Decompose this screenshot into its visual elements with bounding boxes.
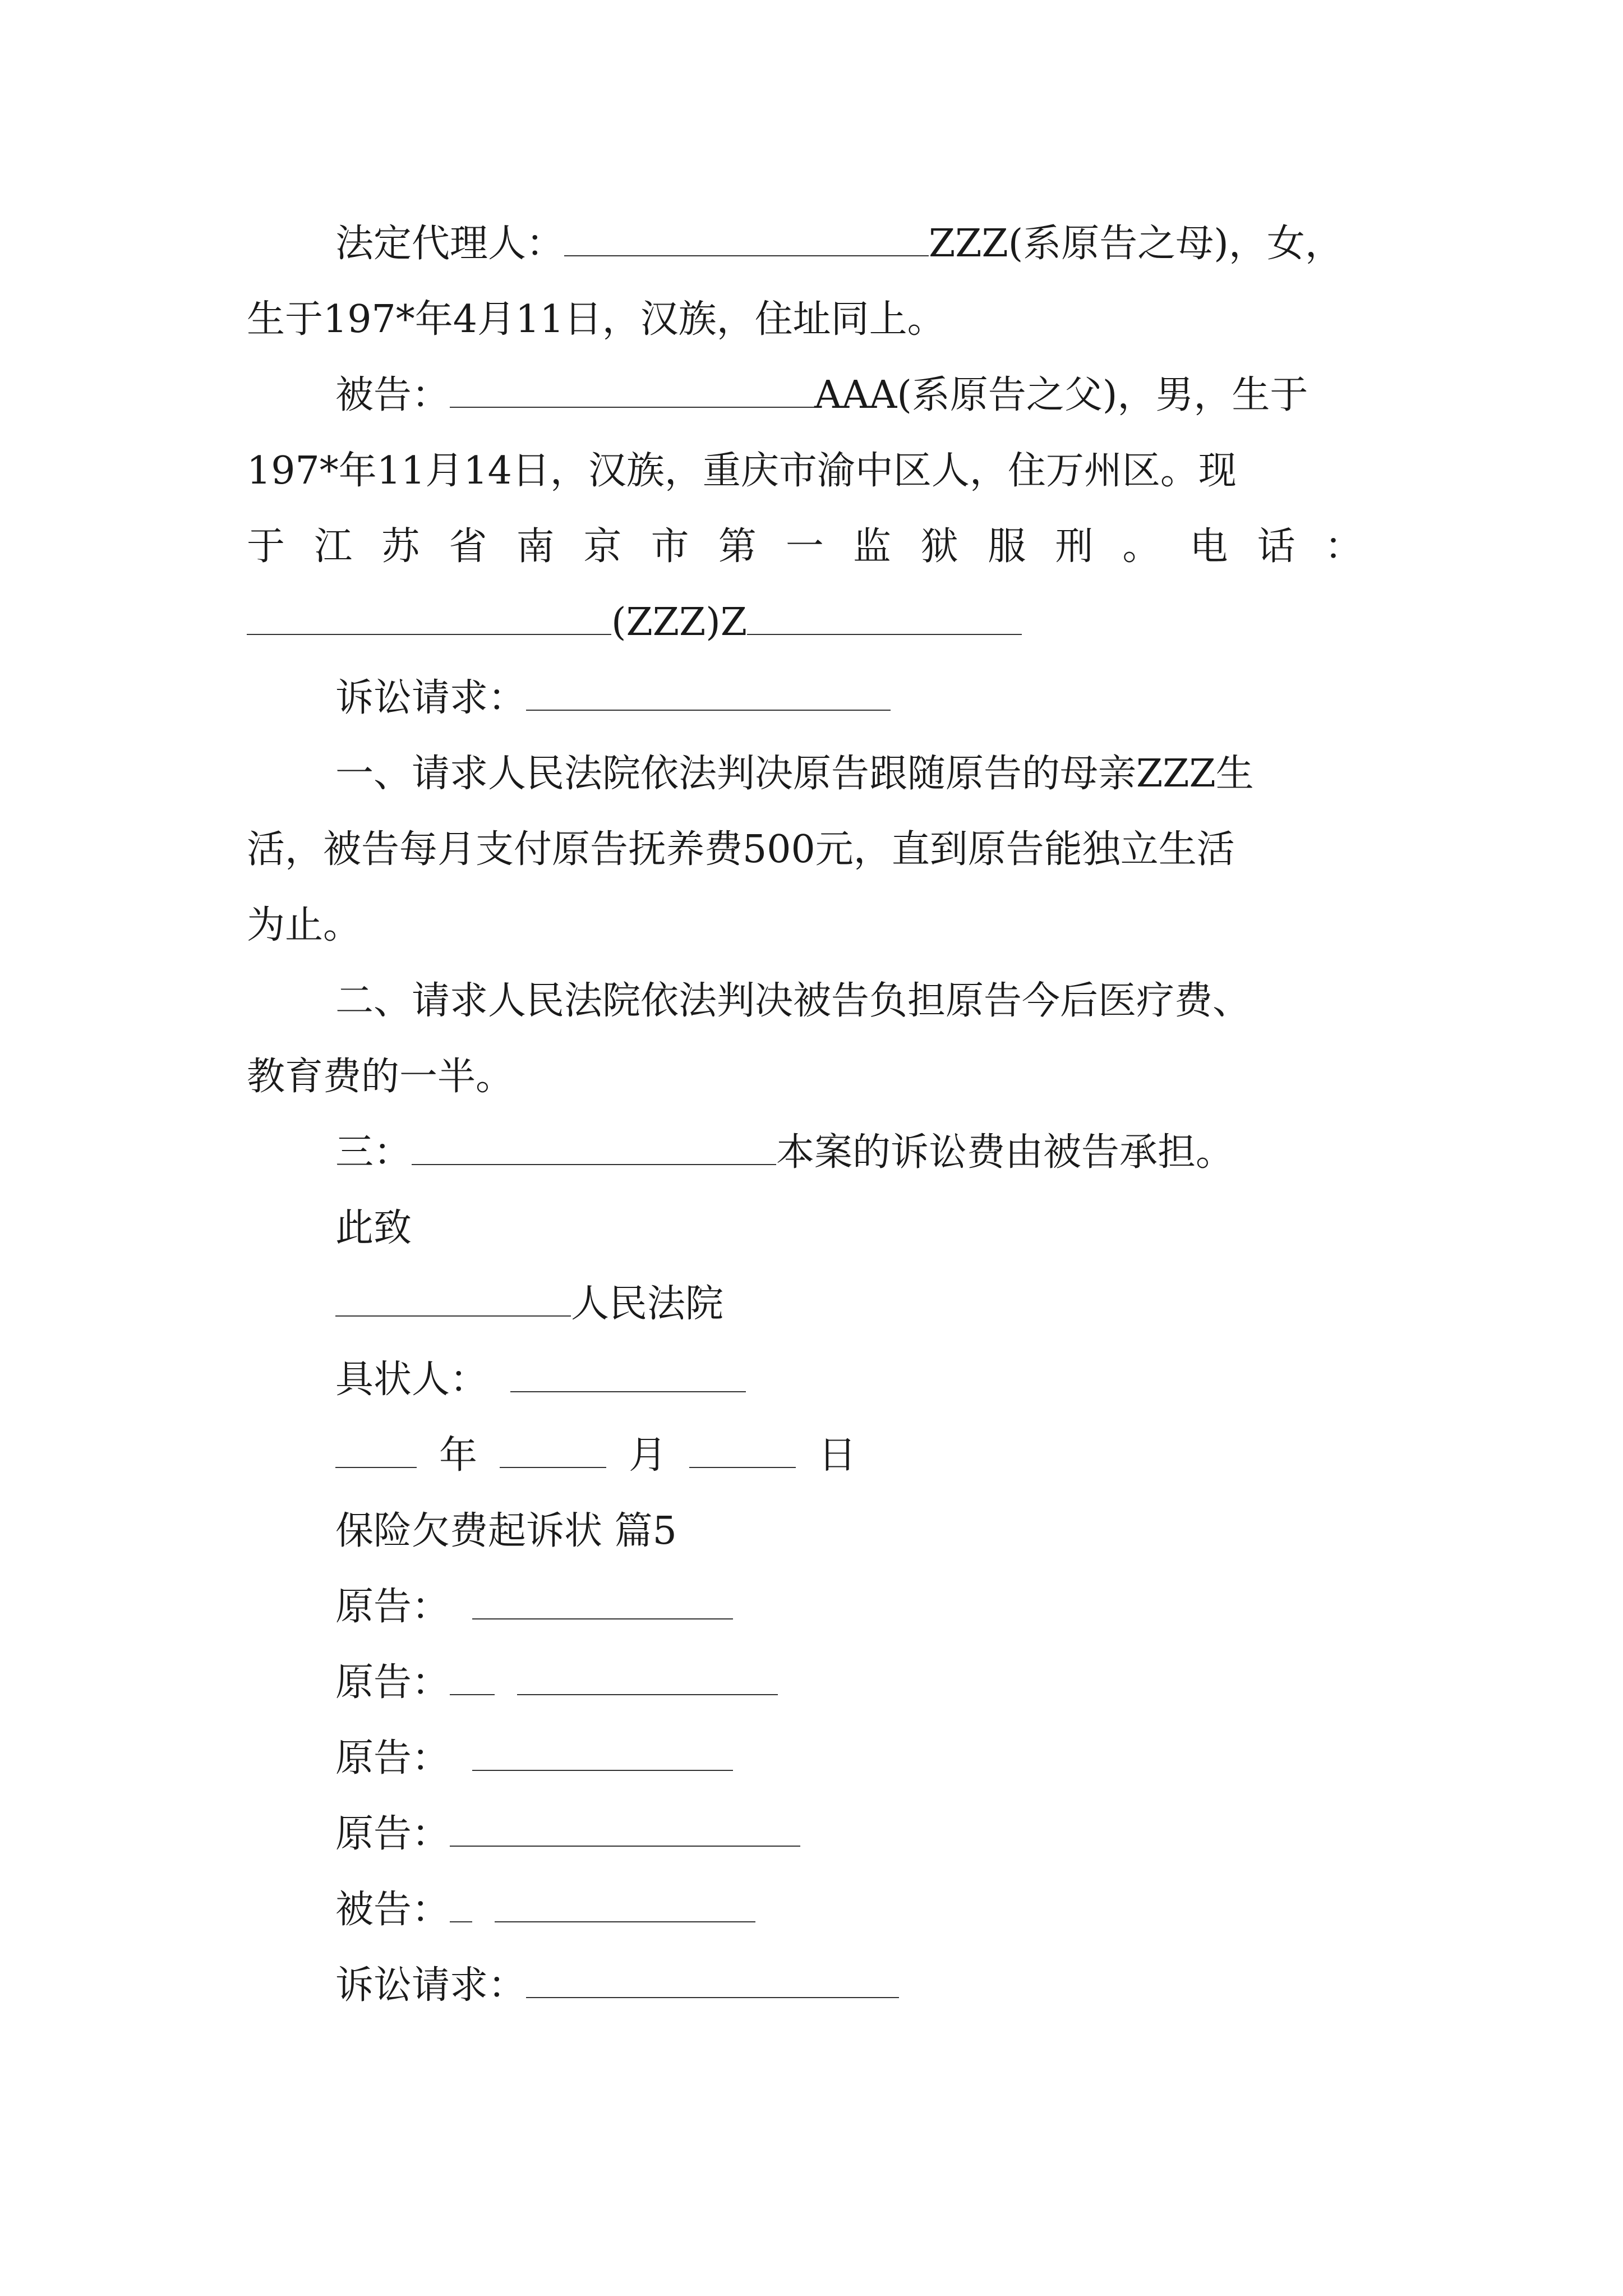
legal-representative-label: 法定代理人： <box>335 222 565 266</box>
plaintiff-line-4 <box>0 1806 1623 1862</box>
claims-heading-line-2 <box>0 1958 1623 2014</box>
defendant-address-line: 197*年11月14日，汉族，重庆市渝中区人，住万州区。现 <box>247 449 1237 493</box>
signer-label: 具状人： <box>335 1358 488 1402</box>
date-line <box>0 1428 1623 1484</box>
char: 于 <box>247 524 285 569</box>
char: 。 <box>1122 524 1161 569</box>
defendant-line <box>0 367 1623 424</box>
blank-underline <box>450 1887 472 1922</box>
legal-representative-line <box>0 216 1623 272</box>
blank-underline <box>335 1281 571 1317</box>
blank-underline <box>564 220 929 256</box>
year-label: 年 <box>439 1433 478 1478</box>
day-label: 日 <box>818 1433 857 1478</box>
blank-underline <box>526 1962 899 1998</box>
legal-representative-info: ZZZ(系原告之母)，女， <box>929 222 1343 266</box>
claim-one-line-1: 一、请求人民法院依法判决原告跟随原告的母亲ZZZ生 <box>335 752 1254 796</box>
section-title: 保险欠费起诉状 篇5 <box>335 1509 677 1553</box>
blank-underline <box>517 1659 778 1695</box>
plaintiff-line-2 <box>0 1655 1623 1711</box>
blank-underline <box>450 1659 495 1695</box>
claim-one-line-3: 为止。 <box>247 903 362 947</box>
blank-underline <box>247 599 611 635</box>
blank-underline <box>450 1811 800 1847</box>
char: 狱 <box>920 524 959 569</box>
claim-two-line-2: 教育费的一半。 <box>247 1055 514 1099</box>
plaintiff-label: 原告： <box>335 1660 450 1705</box>
prison-phone-line <box>247 519 1363 575</box>
char: 第 <box>718 524 757 569</box>
char: 市 <box>651 524 689 569</box>
claims-label: 诉讼请求： <box>335 1963 527 2008</box>
blank-underline <box>500 1432 606 1468</box>
blank-underline <box>335 1432 417 1468</box>
char: 刑 <box>1055 524 1094 569</box>
char: ： <box>1324 524 1363 569</box>
court-name: 人民法院 <box>571 1282 724 1326</box>
phone-number-line <box>0 595 1623 651</box>
court-line <box>0 1276 1623 1332</box>
blank-underline <box>495 1887 755 1922</box>
claims-label: 诉讼请求： <box>335 676 527 720</box>
plaintiff-label: 原告： <box>335 1736 450 1780</box>
char: 电 <box>1189 524 1228 569</box>
char: 南 <box>516 524 555 569</box>
birth-info-line: 生于197*年4月11日，汉族，住址同上。 <box>247 297 946 342</box>
plaintiff-label: 原告： <box>335 1585 450 1629</box>
month-label: 月 <box>629 1433 667 1478</box>
char: 监 <box>852 524 891 569</box>
blank-underline <box>412 1129 776 1165</box>
blank-underline <box>689 1432 796 1468</box>
claims-heading-line <box>0 670 1623 726</box>
defendant-blank-line <box>0 1882 1623 1938</box>
defendant-info: AAA(系原告之父)，男，生于 <box>814 373 1308 417</box>
char: 服 <box>988 524 1026 569</box>
plaintiff-label: 原告： <box>335 1812 450 1856</box>
claim-three-line <box>0 1125 1623 1181</box>
blank-underline <box>450 372 814 408</box>
phone-number: (ZZZ)Z <box>611 600 748 645</box>
blank-underline <box>747 599 1022 635</box>
plaintiff-signature-line <box>0 1352 1623 1408</box>
claim-two-line-1: 二、请求人民法院依法判决被告负担原告今后医疗费、 <box>335 979 1251 1023</box>
plaintiff-line-3 <box>0 1731 1623 1787</box>
char: 苏 <box>381 524 420 569</box>
claim-three-label: 三： <box>335 1130 412 1175</box>
blank-underline <box>472 1584 733 1619</box>
defendant-label: 被告： <box>335 373 450 417</box>
blank-underline <box>526 675 891 711</box>
claim-three-text: 本案的诉讼费由被告承担。 <box>776 1130 1234 1175</box>
salutation-line: 此致 <box>335 1206 412 1250</box>
defendant-label: 被告： <box>335 1888 450 1932</box>
char: 话 <box>1257 524 1295 569</box>
char: 江 <box>314 524 353 569</box>
char: 省 <box>449 524 487 569</box>
blank-underline <box>472 1735 733 1771</box>
plaintiff-line-1 <box>0 1579 1623 1635</box>
blank-underline <box>510 1356 746 1392</box>
char: 一 <box>785 524 824 569</box>
char: 京 <box>583 524 622 569</box>
claim-one-line-2: 活，被告每月支付原告抚养费500元，直到原告能独立生活 <box>247 827 1235 872</box>
